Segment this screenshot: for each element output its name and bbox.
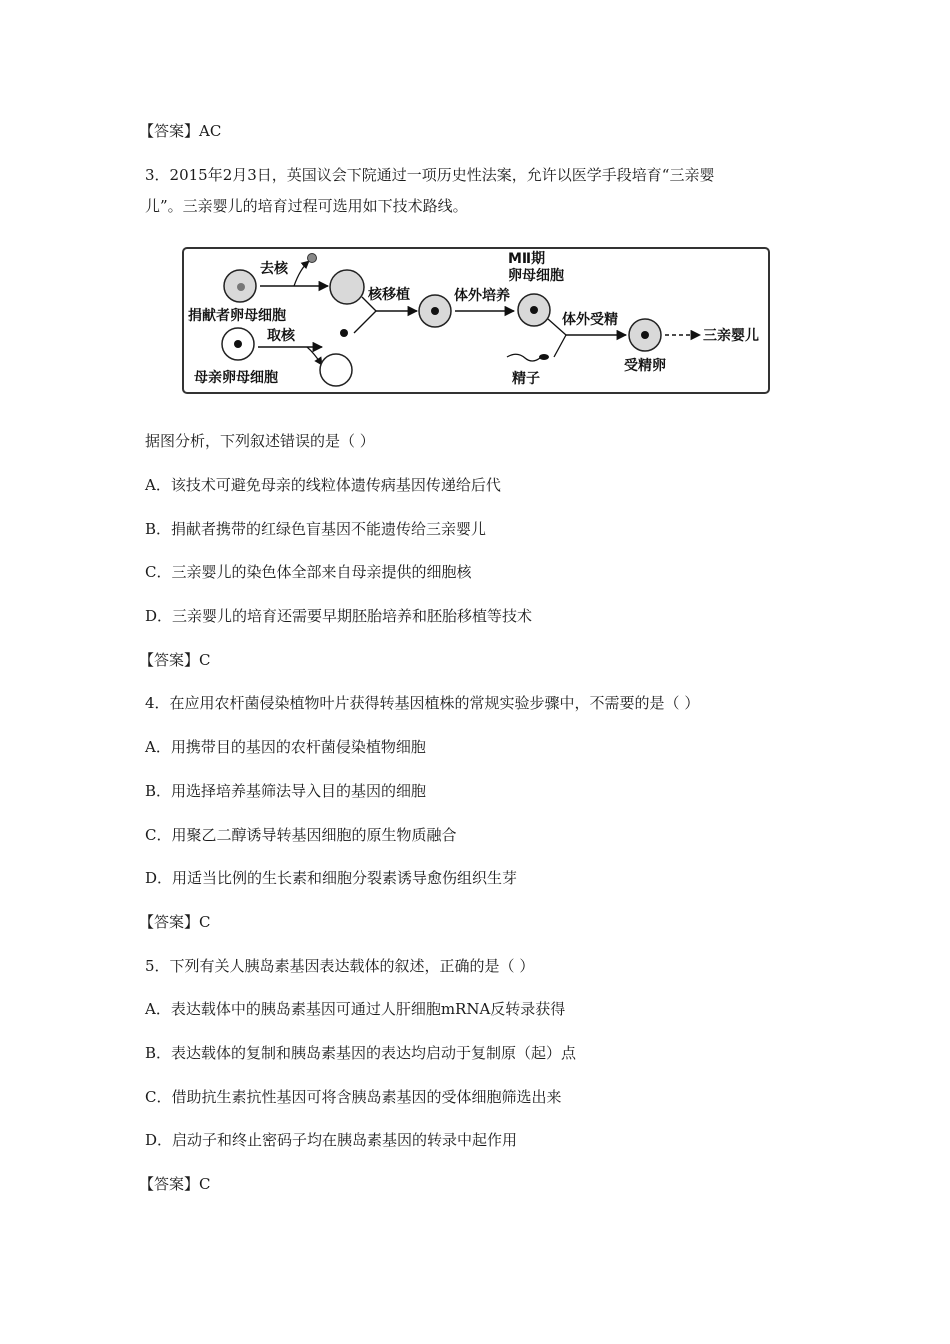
q3-stem-line2: 儿”。三亲婴儿的培育过程可选用如下技术路线。	[145, 197, 468, 215]
q5-option-a: A．表达载体中的胰岛素基因可通过人肝细胞mRNA反转录获得	[145, 1000, 566, 1018]
q5-option-c: C．借助抗生素抗性基因可将含胰岛素基因的受体细胞筛选出来	[145, 1088, 562, 1106]
removed-nucleus	[308, 254, 317, 263]
mii-oocyte	[518, 294, 550, 326]
q5-option-d: D．启动子和终止密码子均在胰岛素基因的转录中起作用	[145, 1131, 518, 1149]
q3-question: 据图分析，下列叙述错误的是（ ）	[145, 432, 375, 450]
q5-option-b: B．表达载体的复制和胰岛素基因的表达均启动于复制原（起）点	[145, 1044, 577, 1062]
remove-nucleus-label: 去核	[260, 261, 288, 277]
q3-stem-line1: 3．2015年2月3日，英国议会下院通过一项历史性法案，允许以医学手段培育“三亲婴	[145, 166, 715, 184]
mother-nucleus	[340, 329, 348, 337]
three-parent-baby-diagram	[182, 247, 770, 394]
q3-option-d: D．三亲婴儿的培育还需要早期胚胎培养和胚胎移植等技术	[145, 607, 533, 625]
mother-egg-cell	[222, 328, 254, 360]
answer-q5: 【答案】C	[139, 1175, 211, 1193]
q4-stem: 4．在应用农杆菌侵染植物叶片获得转基因植株的常规实验步骤中，不需要的是（ ）	[145, 694, 700, 712]
enucleated-donor-egg	[330, 270, 364, 304]
q3-option-a: A．该技术可避免母亲的线粒体遗传病基因传递给后代	[145, 476, 501, 494]
mother-egg-residue	[320, 354, 352, 386]
three-parent-baby-label: 三亲婴儿	[703, 328, 759, 344]
answer-q4: 【答案】C	[139, 913, 211, 931]
q4-option-c: C．用聚乙二醇诱导转基因细胞的原生物质融合	[145, 826, 457, 844]
answer-q2: 【答案】AC	[139, 122, 222, 140]
in-vitro-fertilization-label: 体外受精	[562, 312, 618, 328]
mother-egg-label: 母亲卵母细胞	[194, 370, 278, 386]
nuclear-transfer-label: 核移植	[368, 287, 410, 303]
q3-option-c: C．三亲婴儿的染色体全部来自母亲提供的细胞核	[145, 563, 472, 581]
mii-label-line2: 卵母细胞	[508, 268, 564, 284]
zygote-label: 受精卵	[624, 358, 666, 374]
reconstructed-egg	[419, 295, 451, 327]
q3-option-b: B．捐献者携带的红绿色盲基因不能遗传给三亲婴儿	[145, 520, 487, 538]
answer-q3: 【答案】C	[139, 651, 211, 669]
take-nucleus-label: 取核	[267, 328, 295, 344]
mii-label-line1: MⅡ期	[508, 251, 546, 267]
q4-option-a: A．用携带目的基因的农杆菌侵染植物细胞	[145, 738, 426, 756]
in-vitro-culture-label: 体外培养	[454, 288, 510, 304]
zygote	[629, 319, 661, 351]
sperm-label: 精子	[512, 371, 540, 387]
q4-option-d: D．用适当比例的生长素和细胞分裂素诱导愈伤组织生芽	[145, 869, 518, 887]
q4-option-b: B．用选择培养基筛法导入目的基因的细胞	[145, 782, 427, 800]
q5-stem: 5．下列有关人胰岛素基因表达载体的叙述，正确的是（ ）	[145, 957, 535, 975]
donor-egg-label: 捐献者卵母细胞	[188, 308, 286, 324]
donor-egg-cell	[224, 270, 256, 302]
